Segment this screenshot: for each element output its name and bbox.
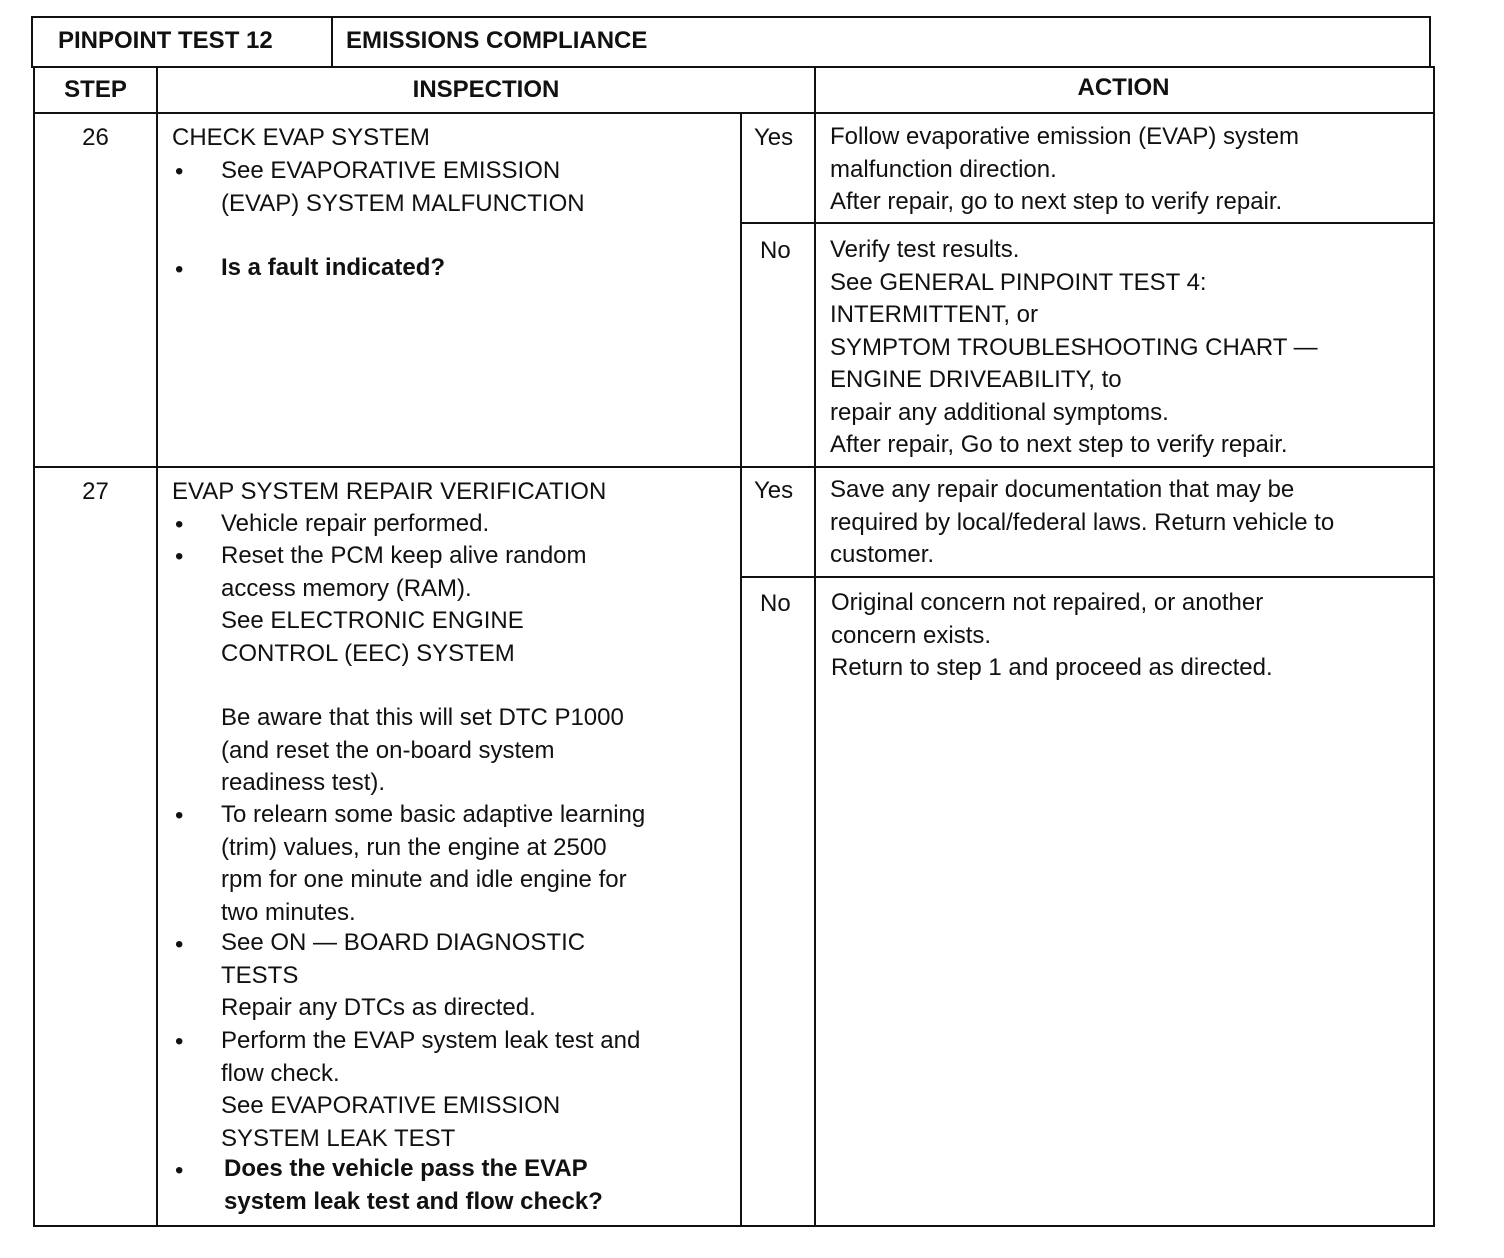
row27-bullet-4: See ON — BOARD DIAGNOSTIC TESTS Repair any DTCs as directed. [221,929,586,1021]
row27-note: Be aware that this will set DTC P1000 (and reset the on-board system readiness test). [221,704,624,796]
bullet-icon: • [175,158,184,185]
row27-question: Does the vehicle pass the EVAP system leak test and flow check? [224,1155,603,1215]
row27-yes-no-rule [741,576,1433,578]
step-number-26: 26 [82,124,109,151]
row26-yes-no-rule [741,222,1433,224]
page-title: EMISSIONS COMPLIANCE [346,27,648,54]
row27-yes-action: Save any repair documentation that may be required by local/federal laws. Return vehicle to customer. [830,476,1335,568]
row27-bullet-5: Perform the EVAP system leak test and flow check. See EVAPORATIVE EMISSION SYSTEM LEAK TEST [221,1027,641,1152]
bullet-icon: • [175,802,184,829]
row26-no-label: No [760,237,791,264]
test-label: PINPOINT TEST 12 [58,27,273,54]
row27-title: EVAP SYSTEM REPAIR VERIFICATION [172,478,607,505]
row27-yes-label: Yes [754,477,794,504]
bullet-icon: • [175,1028,184,1055]
row27-bullet-3: To relearn some basic adaptive learning (trim) values, run the engine at 2500 rpm for one minute and idle engine for two minutes. [221,801,646,926]
row26-bullet-1: See EVAPORATIVE EMISSION (EVAP) SYSTEM MALFUNCTION [221,157,585,217]
bullet-icon: • [175,256,184,283]
inspection-action-divider [814,67,816,1226]
row26-question: Is a fault indicated? [221,254,446,281]
row26-title: CHECK EVAP SYSTEM [172,124,430,151]
row26-no-action: Verify test results. See GENERAL PINPOINT TEST 4: INTERMITTENT, or SYMPTOM TROUBLESHOOTING CHART — ENGINE DRIVEABILITY, to repair any additional symptoms. After repair, Go to next step to verify repair. [830,236,1318,458]
title-divider [331,17,333,67]
column-header-inspection: INSPECTION [412,76,560,103]
row27-no-label: No [760,590,791,617]
bullet-icon: • [175,511,184,538]
row-separator [34,466,1433,468]
column-header-action: ACTION [1077,74,1170,101]
row26-yes-action: Follow evaporative emission (EVAP) system malfunction direction. After repair, go to next step to verify repair. [830,123,1300,215]
step-number-27: 27 [82,478,109,505]
row27-bullet-1: Vehicle repair performed. [221,510,490,537]
yes-no-divider [740,114,742,1226]
bullet-icon: • [175,543,184,570]
header-rule [34,112,1433,114]
row27-bullet-2: Reset the PCM keep alive random access memory (RAM). See ELECTRONIC ENGINE CONTROL (EEC) SYSTEM [221,542,587,667]
row27-no-action: Original concern not repaired, or another concern exists. Return to step 1 and proceed as directed. [831,589,1273,681]
bullet-icon: • [175,1157,184,1184]
column-header-step: STEP [64,76,127,103]
step-column-divider [156,67,158,1226]
bullet-icon: • [175,931,184,958]
row26-yes-label: Yes [754,124,794,151]
